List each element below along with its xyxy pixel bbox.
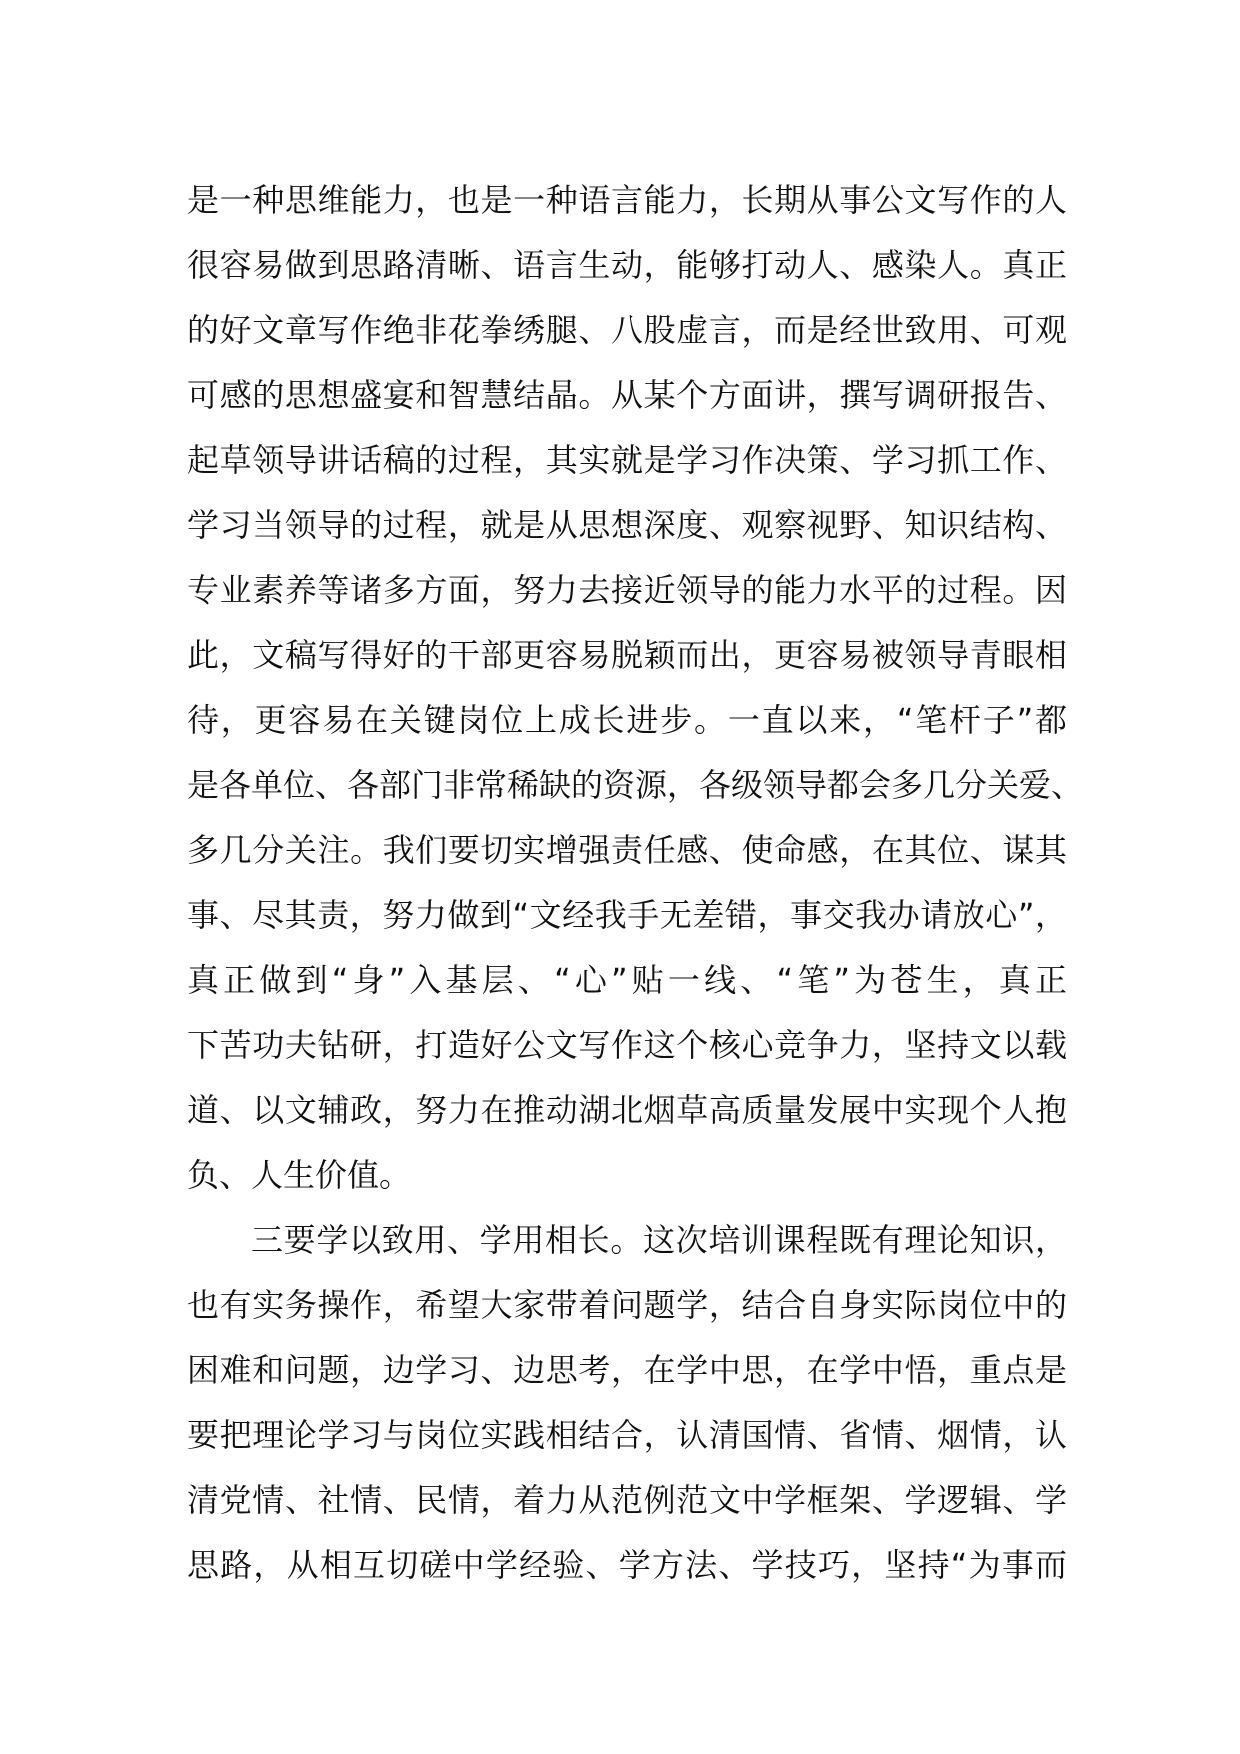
text-line: 也有实务操作，希望大家带着问题学，结合自身实际岗位中的	[187, 1286, 1067, 1324]
text-line: 道、以文辅政，努力在推动湖北烟草高质量发展中实现个人抱	[187, 1091, 1067, 1129]
text-line: 多几分关注。我们要切实增强责任感、使命感，在其位、谋其	[187, 831, 1067, 869]
text-line: 事、尽其责，努力做到“文经我手无差错，事交我办请放心”，	[187, 896, 1067, 934]
text-line: 要把理论学习与岗位实践相结合，认清国情、省情、烟情，认	[187, 1416, 1067, 1454]
text-line: 下苦功夫钻研，打造好公文写作这个核心竞争力，坚持文以载	[187, 1026, 1067, 1064]
text-line: 可感的思想盛宴和智慧结晶。从某个方面讲，撰写调研报告、	[187, 376, 1067, 414]
text-line: 学习当领导的过程，就是从思想深度、观察视野、知识结构、	[187, 506, 1067, 544]
body-text	[187, 168, 1084, 1598]
text-line: 待，更容易在关键岗位上成长进步。一直以来，“笔杆子”都	[187, 701, 1067, 739]
text-line: 负、人生价值。	[187, 1156, 412, 1194]
text-line: 思路，从相互切磋中学经验、学方法、学技巧，坚持“为事而	[187, 1546, 1067, 1584]
text-line: 是一种思维能力，也是一种语言能力，长期从事公文写作的人	[187, 181, 1067, 219]
text-line: 真正做到“身”入基层、“心”贴一线、“笔”为苍生，真正	[187, 961, 1067, 999]
text-line: 困难和问题，边学习、边思考，在学中思，在学中悟，重点是	[187, 1351, 1067, 1389]
text-line: 专业素养等诸多方面，努力去接近领导的能力水平的过程。因	[187, 571, 1067, 609]
text-line: 此，文稿写得好的干部更容易脱颖而出，更容易被领导青眼相	[187, 636, 1067, 674]
text-line: 起草领导讲话稿的过程，其实就是学习作决策、学习抓工作、	[187, 441, 1067, 479]
text-line: 是各单位、各部门非常稀缺的资源，各级领导都会多几分关爱、	[187, 766, 1084, 804]
paragraph-first-line: 三要学以致用、学用相长。这次培训课程既有理论知识，	[251, 1221, 1067, 1259]
text-line: 清党情、社情、民情，着力从范例范文中学框架、学逻辑、学	[187, 1481, 1067, 1519]
text-line: 很容易做到思路清晰、语言生动，能够打动人、感染人。真正	[187, 246, 1067, 284]
text-line: 的好文章写作绝非花拳绣腿、八股虚言，而是经世致用、可观	[187, 311, 1067, 349]
